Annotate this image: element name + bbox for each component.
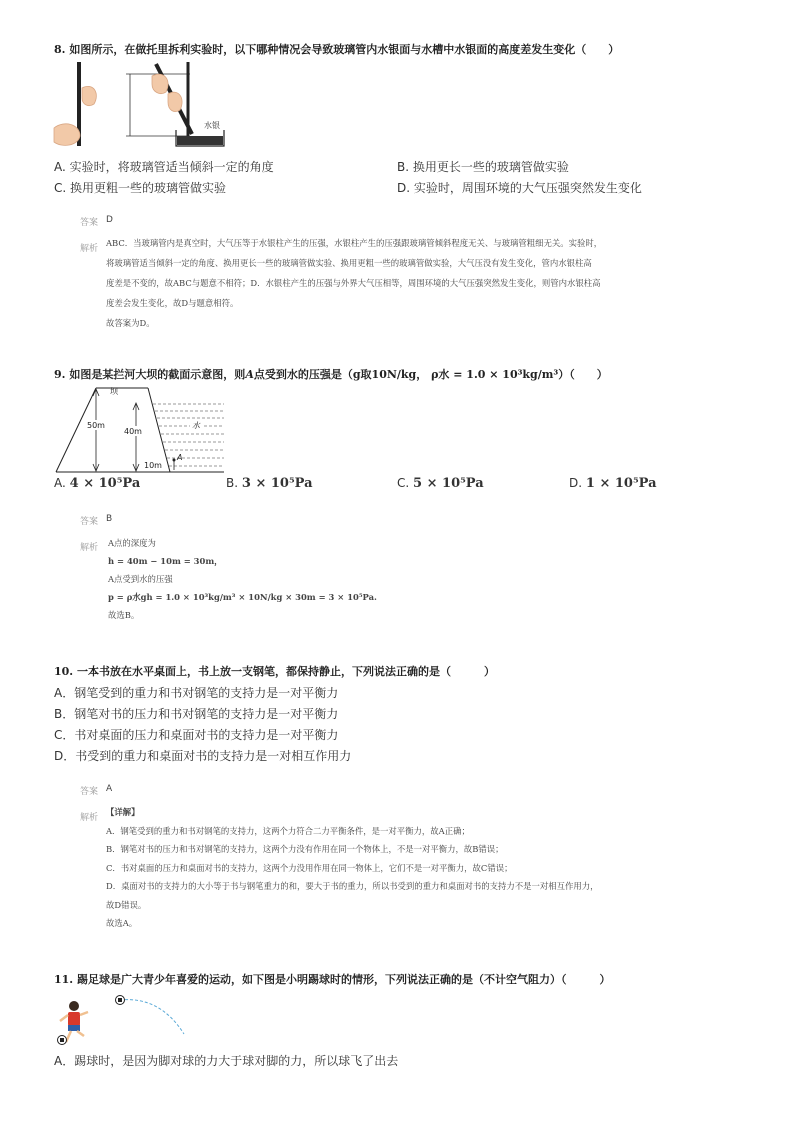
- point-a-label: A: [177, 453, 183, 462]
- q9-explanation: [108, 534, 377, 624]
- q9-title-prefix: 9. 如图是某拦河大坝的截面示意图，则: [54, 368, 246, 381]
- q9-option-value: 3 × 10⁵Pa: [241, 476, 313, 491]
- q9-option-value: 1 × 10⁵Pa: [585, 476, 657, 491]
- explanation-line: 将玻璃管适当倾斜一定的角度、换用更长一些的玻璃管做实验、换用更粗一些的玻璃管做实验，大气压没有发生变化，管内水银柱高: [106, 258, 592, 268]
- q9-title-g: g取10N/kg，: [352, 368, 428, 381]
- explanation-line: A点受到水的压强: [108, 574, 173, 584]
- q10-option-c: C．书对桌面的压力和桌面对书的支持力是一对平衡力: [54, 728, 339, 742]
- q9-title-mid: 点受到水的压强是（: [253, 368, 353, 381]
- q9-title: [54, 366, 608, 382]
- q9-answer-label: 答案: [80, 517, 99, 527]
- dam-label: 坝: [110, 387, 118, 396]
- q9-option-b: [226, 476, 313, 491]
- q8-option-a: A. 实验时，将玻璃管适当倾斜一定的角度: [54, 160, 274, 174]
- q9-title-suffix: ）（ ）: [558, 368, 608, 381]
- dam-figure: [52, 384, 232, 476]
- q8-explanation: [106, 233, 602, 333]
- q8-answer-label: 答案: [80, 218, 99, 228]
- explanation-line: 故D错误。: [106, 899, 147, 910]
- explanation-line: 故选B。: [108, 610, 140, 620]
- q10-option-d: D．书受到的重力和桌面对书的支持力是一对相互作用力: [54, 749, 352, 763]
- q10-title: 10. 一本书放在水平桌面上，书上放一支钢笔，都保持静止，下列说法正确的是（ ）: [54, 665, 495, 678]
- explanation-line: 度差会发生变化，故D与题意相符。: [106, 298, 239, 308]
- q9-option-d: [569, 476, 657, 491]
- explanation-line: A点的深度为: [108, 538, 156, 548]
- q9-option-letter: C.: [397, 476, 410, 490]
- explanation-line: ABC．当玻璃管内是真空时，大气压等于水银柱产生的压强，水银柱产生的压强跟玻璃管倾斜程度无关、与玻璃管粗细无关。实验时，: [106, 238, 603, 248]
- explanation-line: 【详解】: [106, 807, 140, 817]
- mercury-label: 水银: [204, 121, 220, 130]
- explanation-line: h = 40m − 10m = 30m，: [108, 556, 223, 566]
- height-10m-label: 10m: [144, 461, 162, 470]
- q9-option-letter: D.: [569, 476, 583, 490]
- explanation-line: 故答案为D。: [106, 318, 155, 328]
- explanation-line: 度差是不变的，故ABC与题意不相符；D．水银柱产生的压强与外界大气压相等，周围环境的大气压强突然发生变化，则管内水银柱高: [106, 278, 601, 288]
- q8-option-c: C. 换用更粗一些的玻璃管做实验: [54, 181, 227, 195]
- q8-answer: D: [106, 215, 113, 225]
- q10-explanation: [106, 803, 598, 933]
- q9-option-a: [54, 476, 140, 491]
- torricelli-figure: [52, 58, 232, 150]
- height-40m-label: 40m: [124, 427, 142, 436]
- explanation-line: 故选A。: [106, 918, 138, 928]
- q9-option-letter: A.: [54, 476, 66, 490]
- soccer-figure: [52, 990, 192, 1046]
- explanation-line: B．钢笔对书的压力和书对钢笔的支持力，这两个力没有作用在同一个物体上，不是一对平衡力，故B错误；: [106, 844, 504, 854]
- q9-option-c: [397, 476, 484, 491]
- q9-answer: B: [106, 514, 113, 524]
- q9-option-value: 4 × 10⁵Pa: [69, 476, 141, 491]
- q10-explanation-label: 解析: [80, 813, 99, 823]
- q9-option-value: 5 × 10⁵Pa: [413, 476, 484, 491]
- q9-option-letter: B.: [226, 476, 239, 490]
- q8-option-b: B. 换用更长一些的玻璃管做实验: [397, 160, 569, 174]
- height-50m-label: 50m: [87, 421, 105, 430]
- explanation-line: D．桌面对书的支持力的大小等于书与钢笔重力的和，要大于书的重力，所以书受到的重力和桌面对书的支持力不是一对相互作用力，: [106, 881, 599, 891]
- q8-explanation-label: 解析: [80, 244, 99, 254]
- q10-option-b: B．钢笔对书的压力和书对钢笔的支持力是一对平衡力: [54, 707, 339, 721]
- q8-title: 8. 如图所示，在做托里拆利实验时，以下哪种情况会导致玻璃管内水银面与水槽中水银面的高度差发生变化（ ）: [54, 43, 620, 56]
- water-label: 水: [192, 421, 200, 430]
- explanation-line: A．钢笔受到的重力和书对钢笔的支持力，这两个力符合二力平衡条件，是一对平衡力，故A正确；: [106, 825, 470, 836]
- q10-answer-label: 答案: [80, 787, 99, 797]
- q10-option-a: A．钢笔受到的重力和书对钢笔的支持力是一对平衡力: [54, 686, 339, 700]
- explanation-line: C．书对桌面的压力和桌面对书的支持力，这两个力没用作用在同一物体上，它们不是一对平衡力，故C错误；: [106, 862, 513, 873]
- q11-title: 11. 踢足球是广大青少年喜爱的运动，如下图是小明踢球时的情形，下列说法正确的是（不计空气阻力）（ ）: [54, 973, 611, 986]
- q9-title-rho: ρ水 = 1.0 × 10³kg/m³: [431, 368, 559, 381]
- q10-answer: A: [106, 784, 113, 794]
- q9-title-point: A: [245, 368, 254, 381]
- q11-option-a: A．踢球时，是因为脚对球的力大于球对脚的力，所以球飞了出去: [54, 1054, 399, 1068]
- q9-explanation-label: 解析: [80, 543, 99, 553]
- explanation-line: p = ρ水gh = 1.0 × 10³kg/m³ × 10N/kg × 30m = 3 × 10⁵Pa.: [108, 592, 377, 602]
- q8-option-d: D. 实验时，周围环境的大气压强突然发生变化: [397, 181, 642, 195]
